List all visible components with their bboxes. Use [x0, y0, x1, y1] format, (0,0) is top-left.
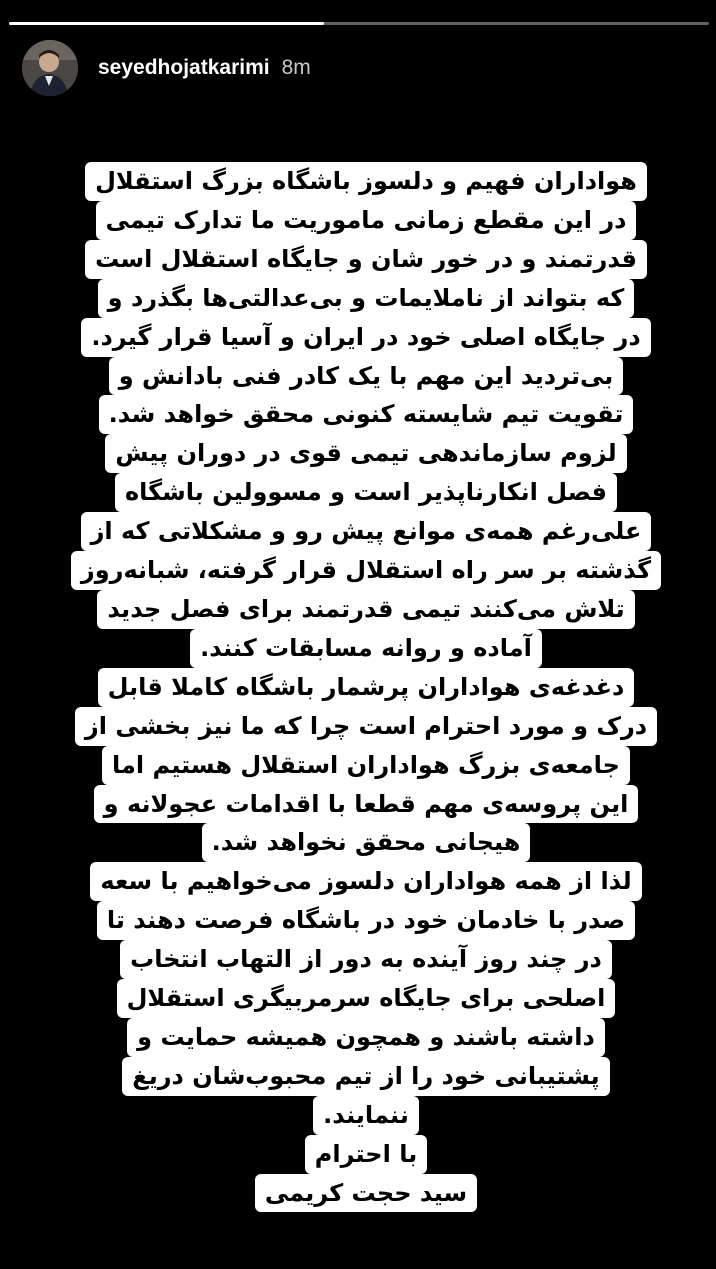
story-line: قدرتمند و در خور شان و جایگاه استقلال است [56, 240, 676, 279]
story-text-block [56, 162, 676, 1212]
story-line: گذشته بر سر راه استقلال قرار گرفته، شبانه‌روز [56, 551, 676, 590]
story-line: در چند روز آینده به دور از التهاب انتخاب [56, 940, 676, 979]
story-line: پشتیبانی خود را از تیم محبوب‌شان دریغ [56, 1057, 676, 1096]
story-line: که بتواند از ناملایمات و بی‌عدالتی‌ها بگذرد و [56, 279, 676, 318]
story-line: لزوم سازماندهی تیمی قوی در دوران پیش [56, 434, 676, 473]
story-line: داشته باشند و همچون همیشه حمایت و [56, 1018, 676, 1057]
story-line: هیجانی محقق نخواهد شد. [56, 823, 676, 862]
story-line: لذا از همه هواداران دلسوز می‌خواهیم با سعه [56, 862, 676, 901]
username-label[interactable]: seyedhojatkarimi [98, 56, 270, 79]
story-line: درک و مورد احترام است چرا که ما نیز بخشی از [56, 707, 676, 746]
story-line: این پروسه‌ی مهم قطعا با اقدامات عجولانه و [56, 785, 676, 824]
story-line: ننمایند. [56, 1096, 676, 1135]
story-line: تلاش می‌کنند تیمی قدرتمند برای فصل جدید [56, 590, 676, 629]
story-line: هواداران فهیم و دلسوز باشگاه بزرگ استقلال [56, 162, 676, 201]
story-line: فصل انکارناپذیر است و مسوولین باشگاه [56, 473, 676, 512]
story-line: تقویت تیم شایسته کنونی محقق خواهد شد. [56, 395, 676, 434]
story-line: علی‌رغم همه‌ی موانع پیش رو و مشکلاتی که از [56, 512, 676, 551]
story-signature-line: سید حجت کریمی [56, 1174, 676, 1213]
story-line: اصلحی برای جایگاه سرمربیگری استقلال [56, 979, 676, 1018]
story-progress-fill [9, 22, 324, 25]
story-line: جامعه‌ی بزرگ هواداران استقلال هستیم اما [56, 746, 676, 785]
story-line: دغدغه‌ی هواداران پرشمار باشگاه کاملا قابل [56, 668, 676, 707]
story-line: آماده و روانه مسابقات کنند. [56, 629, 676, 668]
story-line: در این مقطع زمانی ماموریت ما تدارک تیمی [56, 201, 676, 240]
story-closing-line: با احترام [56, 1135, 676, 1174]
story-progress-bar [9, 22, 709, 25]
profile-photo-icon[interactable] [22, 40, 78, 96]
story-line: صدر با خادمان خود در باشگاه فرصت دهند تا [56, 901, 676, 940]
story-line: در جایگاه اصلی خود در ایران و آسیا قرار گیرد. [56, 318, 676, 357]
story-line: بی‌تردید این مهم با یک کادر فنی بادانش و [56, 357, 676, 396]
story-header [22, 40, 311, 96]
story-timestamp: 8m [281, 56, 311, 79]
